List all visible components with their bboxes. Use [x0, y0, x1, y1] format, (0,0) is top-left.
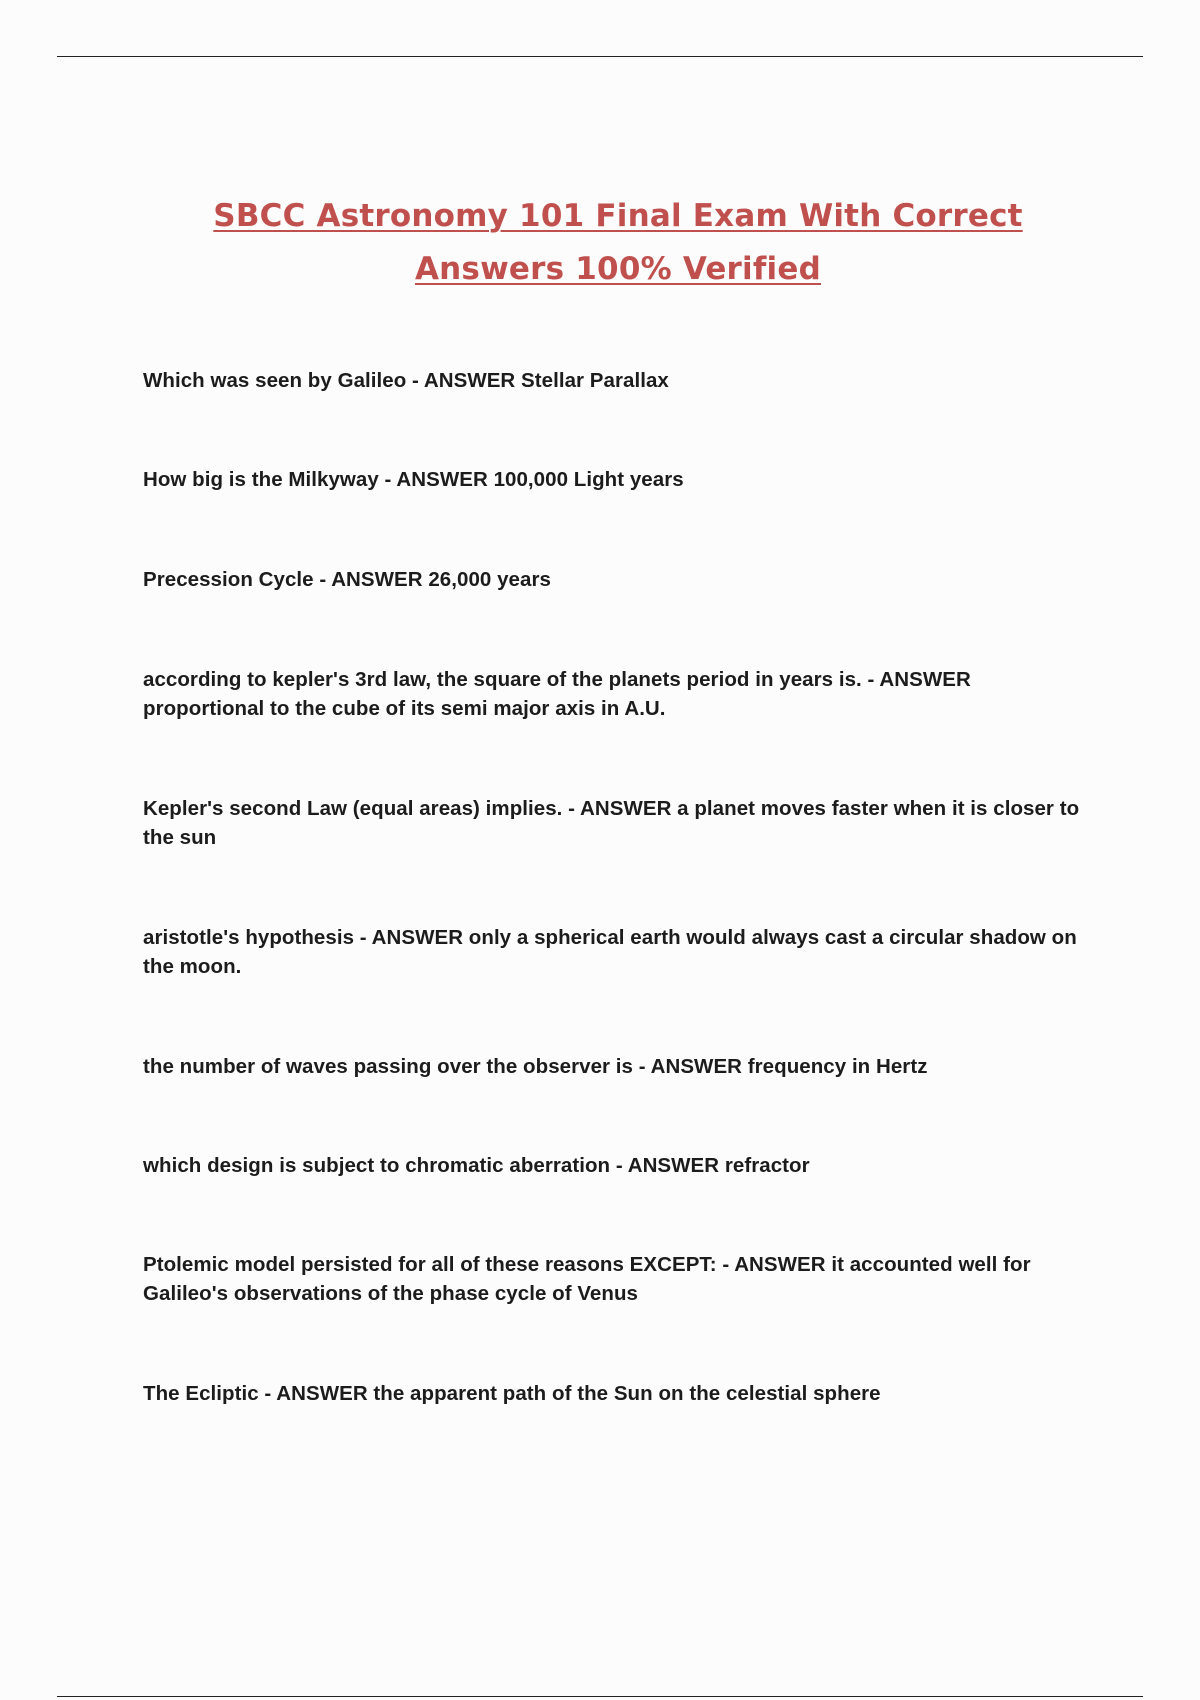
qa-item-3: Precession Cycle - ANSWER 26,000 years [143, 568, 551, 591]
title-line-1: SBCC Astronomy 101 Final Exam With Correct [213, 198, 1023, 234]
title-line-2: Answers 100% Verified [414, 251, 822, 287]
qa-item-10: The Ecliptic - ANSWER the apparent path of the Sun on the celestial sphere [143, 1382, 881, 1405]
qa-item-4: according to kepler's 3rd law, the square of the planets period in years is. - ANSWER proportional to the cube of its semi major axis in A.U. [143, 668, 971, 720]
qa-item-5: Kepler's second Law (equal areas) implies. - ANSWER a planet moves faster when it is closer to the sun [143, 797, 1080, 849]
qa-item-1: Which was seen by Galileo - ANSWER Stellar Parallax [143, 369, 669, 392]
footer-rule [57, 1696, 1143, 1697]
qa-item-2: How big is the Milkyway - ANSWER 100,000 Light years [143, 468, 684, 491]
qa-item-7: the number of waves passing over the observer is - ANSWER frequency in Hertz [143, 1055, 928, 1078]
document-title [150, 190, 1086, 296]
qa-item-9: Ptolemic model persisted for all of these reasons EXCEPT: - ANSWER it accounted well for Galileo's observations of the phase cycle of Venus [143, 1253, 1031, 1305]
qa-item-8: which design is subject to chromatic aberration - ANSWER refractor [143, 1154, 810, 1177]
header-rule [57, 56, 1143, 57]
qa-item-6: aristotle's hypothesis - ANSWER only a spherical earth would always cast a circular shadow on the moon. [143, 926, 1077, 978]
